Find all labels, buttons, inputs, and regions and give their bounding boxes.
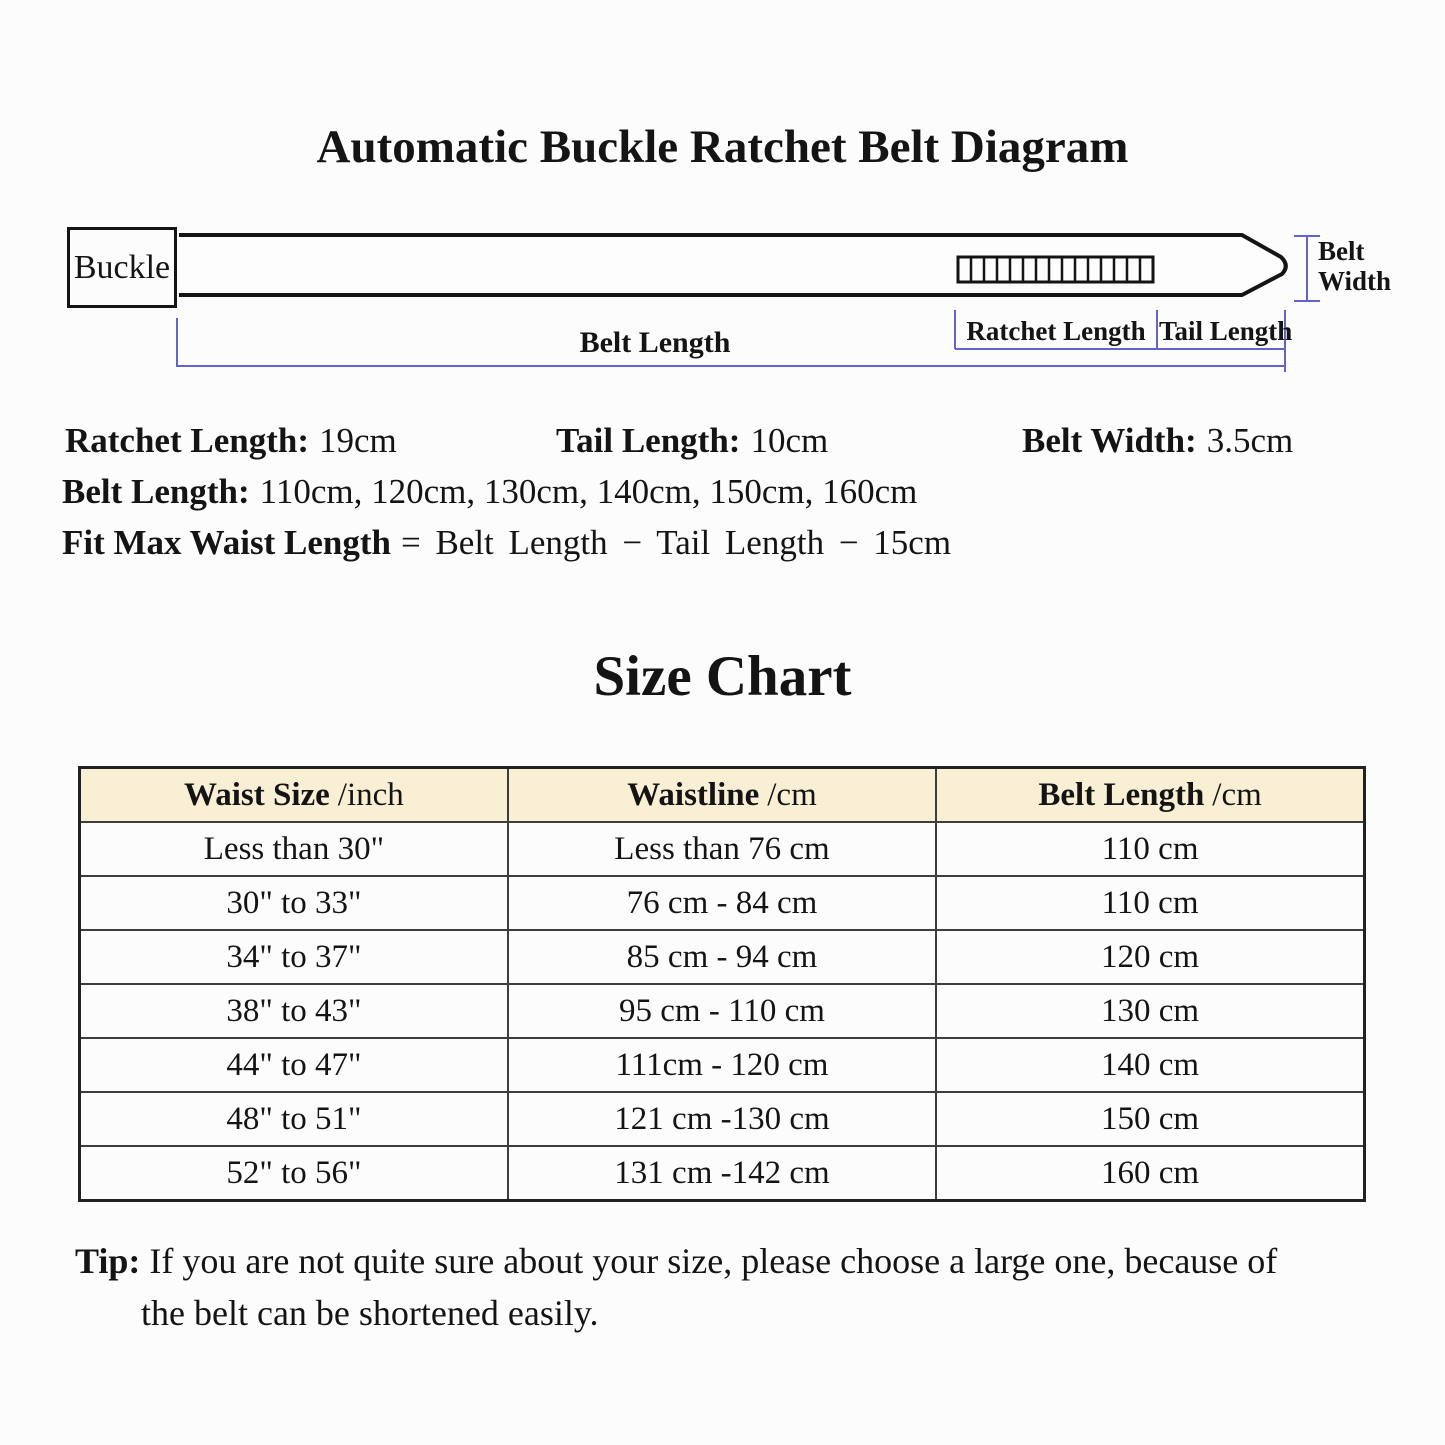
table-cell: 130 cm (936, 984, 1364, 1038)
table-cell: 111cm - 120 cm (508, 1038, 936, 1092)
table-cell: 30" to 33" (80, 876, 508, 930)
buckle-label: Buckle (73, 248, 171, 286)
belt-length-label: Belt Length (579, 326, 731, 359)
spec-ratchet-length (65, 421, 397, 461)
column-header-waist-size (80, 768, 508, 823)
table-cell: 140 cm (936, 1038, 1364, 1092)
spec-tail-length-value: 10cm (750, 421, 829, 460)
table-cell: 44" to 47" (80, 1038, 508, 1092)
table-row (80, 1146, 1365, 1201)
table-cell: 34" to 37" (80, 930, 508, 984)
table-cell: 131 cm -142 cm (508, 1146, 936, 1201)
table-cell: 120 cm (936, 930, 1364, 984)
belt-strap-outline (179, 235, 1286, 295)
spec-fit-formula-value: = Belt Length − Tail Length − 15cm (400, 523, 952, 562)
tip-line-1 (75, 1235, 1405, 1287)
tip-line-2: the belt can be shortened easily. (141, 1293, 599, 1333)
column-header-unit: /cm (767, 776, 817, 813)
spec-fit-formula (62, 523, 951, 563)
column-header-waistline (508, 768, 936, 823)
table-cell: 150 cm (936, 1092, 1364, 1146)
header-row (80, 768, 1365, 823)
column-header-unit: /cm (1212, 776, 1262, 813)
table-cell: 110 cm (936, 876, 1364, 930)
table-cell: 160 cm (936, 1146, 1364, 1201)
column-header-name: Waist Size (184, 776, 330, 813)
spec-belt-width-value: 3.5cm (1206, 421, 1294, 460)
spec-tail-length-label: Tail Length: (556, 421, 741, 460)
table-cell: 95 cm - 110 cm (508, 984, 936, 1038)
spec-belt-length-label: Belt Length: (62, 472, 250, 511)
ratchet-length-label: Ratchet Length (966, 316, 1146, 346)
table-row (80, 1038, 1365, 1092)
table-cell: Less than 30" (80, 822, 508, 876)
spec-tail-length (556, 421, 828, 461)
column-header-belt-length (936, 768, 1364, 823)
table-cell: Less than 76 cm (508, 822, 936, 876)
table-row (80, 984, 1365, 1038)
belt-width-label: Belt Width (1318, 236, 1392, 296)
table-row (80, 1092, 1365, 1146)
table-row (80, 822, 1365, 876)
table-cell: 76 cm - 84 cm (508, 876, 936, 930)
table-cell: 85 cm - 94 cm (508, 930, 936, 984)
table-cell: 121 cm -130 cm (508, 1092, 936, 1146)
spec-belt-width (1022, 421, 1293, 461)
size-chart-table (78, 766, 1366, 1202)
tip-label: Tip: (75, 1241, 141, 1281)
belt-width-measure-line (1294, 236, 1320, 301)
tail-length-label: Tail Length (1159, 316, 1293, 346)
spec-belt-width-label: Belt Width: (1022, 421, 1197, 460)
table-cell: 52" to 56" (80, 1146, 508, 1201)
tip-note (75, 1235, 1405, 1339)
column-header-unit: /inch (337, 776, 404, 813)
spec-ratchet-length-label: Ratchet Length: (65, 421, 309, 460)
table-row (80, 930, 1365, 984)
page-title: Automatic Buckle Ratchet Belt Diagram (316, 121, 1129, 173)
spec-belt-length (62, 472, 917, 512)
table-cell: 38" to 43" (80, 984, 508, 1038)
column-header-name: Belt Length (1038, 776, 1205, 813)
spec-ratchet-length-value: 19cm (319, 421, 397, 460)
table-cell: 110 cm (936, 822, 1364, 876)
spec-belt-length-value: 110cm, 120cm, 130cm, 140cm, 150cm, 160cm (259, 472, 918, 511)
size-chart-title: Size Chart (593, 645, 852, 708)
table-row (80, 876, 1365, 930)
column-header-name: Waistline (627, 776, 760, 813)
tip-text: If you are not quite sure about your size, please choose a large one, because of (149, 1241, 1278, 1281)
buckle-box (67, 227, 177, 308)
table-cell: 48" to 51" (80, 1092, 508, 1146)
spec-fit-formula-label: Fit Max Waist Length (62, 523, 391, 562)
